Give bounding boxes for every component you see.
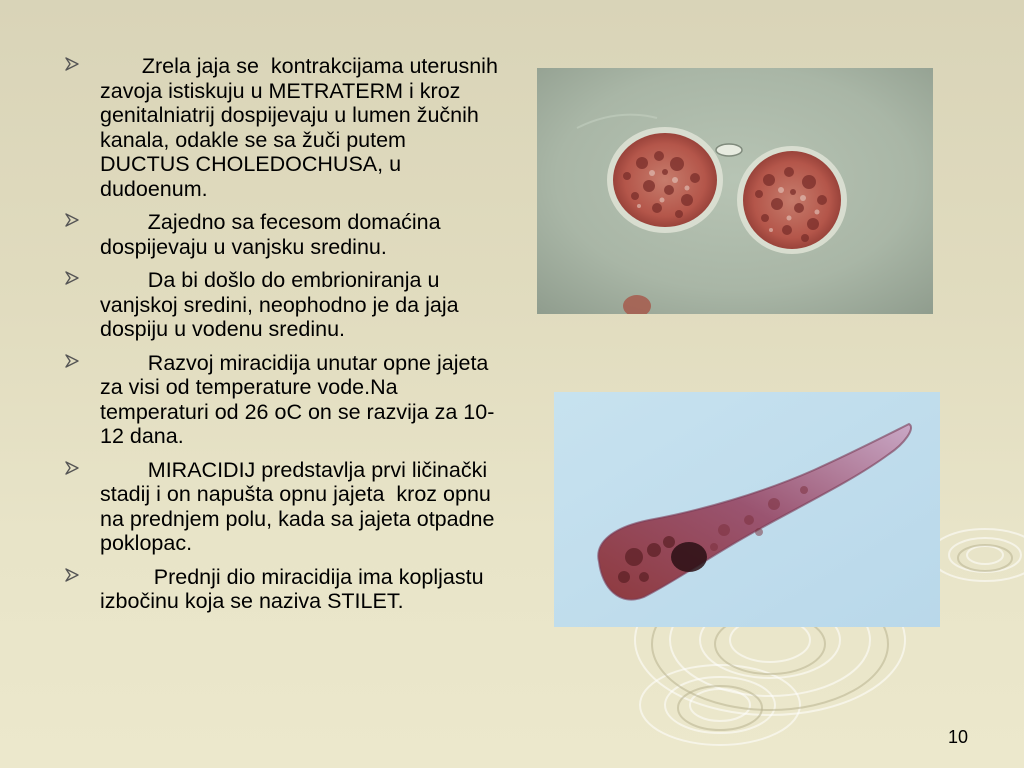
arrowhead-bullet-icon (64, 460, 80, 476)
arrowhead-bullet-icon (64, 353, 80, 369)
bullet-text: Prednji dio miracidija ima kopljastu izbočinu koja se naziva STILET. (100, 564, 490, 613)
arrowhead-bullet-icon (64, 56, 80, 72)
bullet-item (60, 210, 500, 259)
arrowhead-bullet-icon (64, 212, 80, 228)
miracidium-micrograph-image (554, 392, 940, 627)
bullet-item (60, 351, 500, 449)
arrowhead-bullet-icon (64, 270, 80, 286)
bullet-item (60, 268, 500, 342)
egg-micrograph-image (537, 68, 933, 314)
bullet-text: Da bi došlo do embrioniranja u vanjskoj sredini, neophodno je da jaja dospiju u vodenu sredinu. (100, 268, 465, 341)
arrowhead-bullet-icon (64, 567, 80, 583)
bullet-text: Razvoj miracidija unutar opne jajeta za visi od temperature vode.Na temperaturi od 26 oC on se razvija za 10-12 dana. (100, 350, 495, 448)
bullet-text: Zrela jaja se kontrakcijama uterusnih zavoja istiskuju u METRATERM i kroz genitalniatrij dospijevaju u lumen žučnih kanala, odakle se sa žuči putem DUCTUS CHOLEDOCHUSA, u dudoenum. (100, 54, 504, 201)
slide-number: 10 (947, 727, 968, 747)
bullet-text: MIRACIDIJ predstavlja prvi ličinački stadij i on napušta opnu jajeta kroz opnu na prednjem polu, kada sa jajeta otpadne poklopac. (100, 457, 501, 555)
bullet-item (60, 458, 500, 556)
bullet-list (60, 54, 504, 623)
bullet-item (60, 565, 500, 614)
bullet-text: Zajedno sa fecesom domaćina dospijevaju u vanjsku sredinu. (100, 210, 447, 259)
bullet-item (60, 54, 504, 201)
